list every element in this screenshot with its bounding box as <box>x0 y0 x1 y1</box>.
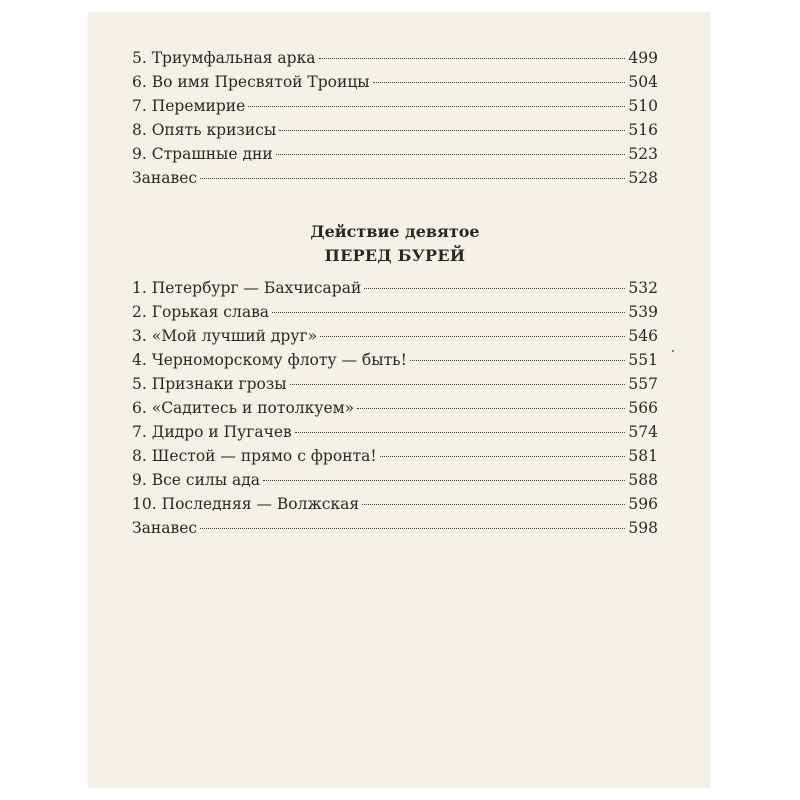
toc-entry-page: 510 <box>628 97 658 115</box>
toc-entry <box>132 444 658 468</box>
toc-entry-title: 2. Горькая слава <box>132 303 270 321</box>
toc-entry-title: 7. Перемирие <box>132 97 246 115</box>
toc-entry <box>132 396 658 420</box>
dot-leader <box>319 58 626 59</box>
toc-entry-page: 574 <box>628 423 658 441</box>
toc-entry <box>132 372 658 396</box>
toc-entry <box>132 324 658 348</box>
toc-entry <box>132 94 658 118</box>
toc-entry-page: 598 <box>628 519 658 537</box>
toc-entry-page: 516 <box>628 121 658 139</box>
dot-leader <box>272 312 625 313</box>
print-speck <box>672 350 674 352</box>
toc-entry-page: 528 <box>628 169 658 187</box>
act-subtitle: ПЕРЕД БУРЕЙ <box>324 246 466 265</box>
toc-list-part-1 <box>132 46 658 190</box>
book-page <box>88 12 710 788</box>
toc-entry-page: 523 <box>628 145 658 163</box>
toc-entry <box>132 276 658 300</box>
toc-entry-title: Занавес <box>132 519 198 537</box>
dot-leader <box>248 106 625 107</box>
toc-entry-title: 8. Опять кризисы <box>132 121 277 139</box>
dot-leader <box>279 130 625 131</box>
toc-entry-page: 581 <box>628 447 658 465</box>
toc-entry <box>132 492 658 516</box>
toc-entry-page: 499 <box>628 49 658 67</box>
toc-entry-title: 3. «Мой лучший друг» <box>132 327 318 345</box>
dot-leader <box>380 456 626 457</box>
toc-entry-page: 504 <box>628 73 658 91</box>
toc-entry-title: 9. Страшные дни <box>132 145 273 163</box>
toc-entry-title: 8. Шестой — прямо с фронта! <box>132 447 377 465</box>
act-title: Действие девятое <box>310 222 480 241</box>
toc-entry <box>132 118 658 142</box>
toc-entry-title: 10. Последняя — Волжская <box>132 495 360 513</box>
toc-entry-page: 566 <box>628 399 658 417</box>
toc-entry <box>132 348 658 372</box>
toc-entry-page: 596 <box>628 495 658 513</box>
dot-leader <box>290 384 626 385</box>
dot-leader <box>200 528 625 529</box>
toc-entry <box>132 70 658 94</box>
dot-leader <box>263 480 625 481</box>
toc-entry-title: 9. Все силы ада <box>132 471 261 489</box>
toc-entry-page: 588 <box>628 471 658 489</box>
toc-entry <box>132 46 658 70</box>
dot-leader <box>362 504 625 505</box>
toc-entry-title: 7. Дидро и Пугачев <box>132 423 292 441</box>
toc-entry-title: 6. «Садитесь и потолкуем» <box>132 399 355 417</box>
toc-entry-title: 1. Петербург — Бахчисарай <box>132 279 362 297</box>
toc-entry-title: 4. Черноморскому флоту — быть! <box>132 351 407 369</box>
dot-leader <box>357 408 625 409</box>
dot-leader <box>295 432 626 433</box>
toc-entry-page: 539 <box>628 303 658 321</box>
toc-entry-title: 5. Признаки грозы <box>132 375 287 393</box>
dot-leader <box>364 288 625 289</box>
dot-leader <box>373 82 626 83</box>
toc-entry <box>132 142 658 166</box>
dot-leader <box>320 336 625 337</box>
toc-entry <box>132 420 658 444</box>
toc-entry <box>132 166 658 190</box>
dot-leader <box>200 178 625 179</box>
toc-list-part-2 <box>132 276 658 540</box>
toc-entry-page: 532 <box>628 279 658 297</box>
toc-entry <box>132 468 658 492</box>
dot-leader <box>276 154 626 155</box>
toc-entry <box>132 300 658 324</box>
dot-leader <box>410 360 626 361</box>
toc-entry <box>132 516 658 540</box>
toc-entry-title: 6. Во имя Пресвятой Троицы <box>132 73 370 91</box>
toc-entry-page: 546 <box>628 327 658 345</box>
toc-entry-page: 557 <box>628 375 658 393</box>
toc-entry-title: 5. Триумфальная арка <box>132 49 316 67</box>
toc-entry-title: Занавес <box>132 169 198 187</box>
toc-entry-page: 551 <box>628 351 658 369</box>
